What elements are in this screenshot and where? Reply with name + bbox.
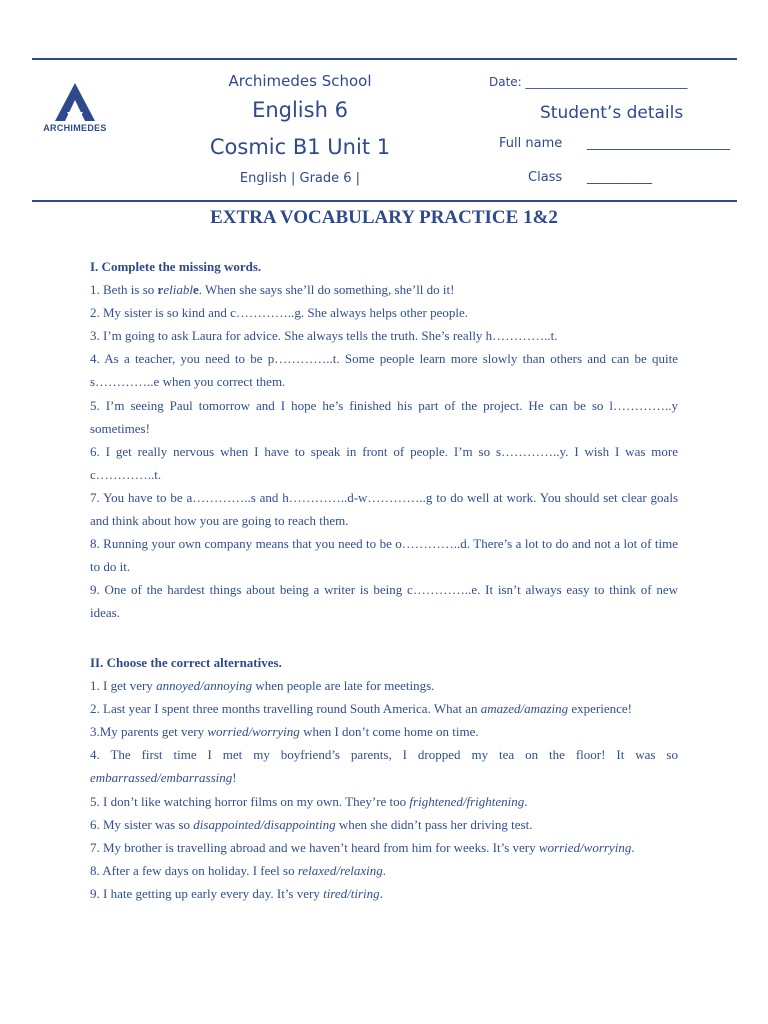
unit-name: Cosmic B1 Unit 1	[209, 135, 391, 159]
logo-text: ARCHIMEDES	[43, 123, 107, 133]
section-heading: I. Complete the missing words.	[90, 259, 262, 274]
exercise-item: 7. My brother is travelling abroad and we haven’t heard from him for weeks. It’s very worried/worrying.	[90, 839, 635, 855]
exercise-item: 4. The first time I met my boyfriend’s parents, I dropped my tea on the floor! It was so embarrassed/embarrassing!	[90, 747, 678, 786]
section-complete-words	[90, 255, 678, 625]
exercise-item: 8. After a few days on holiday. I feel so relaxed/relaxing.	[90, 862, 387, 878]
exercise-item: 3. I’m going to ask Laura for advice. She always tells the truth. She’s really h…………..t.	[90, 328, 558, 344]
exercise-item: 6. I get really nervous when I have to speak in front of people. I’m so s…………..y. I wish I was more c…………..t.	[90, 443, 678, 482]
archimedes-a-icon	[53, 82, 97, 122]
section-heading: II. Choose the correct alternatives.	[90, 655, 282, 670]
page-title: EXTRA VOCABULARY PRACTICE 1&2	[210, 207, 558, 228]
exercise-item: 7. You have to be a…………..s and h…………..d-w…………..g to do well at work. You should set clear goals and think about how you are going to reach them.	[90, 489, 678, 529]
exercise-item: 2. Last year I spent three months travelling round South America. What an amazed/amazing experience!	[90, 701, 633, 717]
exercise-item: 1. Beth is so reliable. When she says she’ll do something, she’ll do it!	[90, 282, 455, 298]
archimedes-logo	[38, 82, 112, 133]
section-choose-alternatives	[90, 651, 678, 905]
exercise-item: 9. I hate getting up early every day. It’s very tired/tiring.	[90, 885, 383, 901]
full-name-field: Full name ______________________	[499, 136, 731, 151]
exercise-item: 4. As a teacher, you need to be p…………..t. Some people learn more slowly than others and can be quite s…………..e when you correct them.	[90, 351, 678, 390]
exercise-item: 1. I get very annoyed/annoying when people are late for meetings.	[90, 678, 435, 694]
date-field: Date: ___________________________	[489, 75, 688, 89]
exercise-item: 3.My parents get very worried/worrying when I don’t come home on time.	[90, 724, 479, 740]
student-details-title: Student’s details	[540, 103, 684, 123]
exercise-item: 6. My sister was so disappointed/disappointing when she didn’t pass her driving test.	[90, 816, 533, 832]
exercise-item: 5. I don’t like watching horror films on my own. They’re too frightened/frightening.	[90, 793, 528, 809]
exercise-item: 2. My sister is so kind and c…………..g. She always helps other people.	[90, 305, 469, 321]
class-field: Class __________	[528, 170, 652, 185]
header-bottom-rule	[32, 200, 737, 202]
exercise-item: 8. Running your own company means that you need to be o…………..d. There’s a lot to do and not a lot of time to do it.	[90, 536, 678, 575]
exercise-item: 5. I’m seeing Paul tomorrow and I hope he’s finished his part of the project. He can be so l…………..y sometimes!	[90, 397, 678, 436]
course-name: English 6	[252, 98, 348, 122]
grade-line: English | Grade 6 |	[239, 171, 361, 186]
exercise-item: 9. One of the hardest things about being a writer is being c…………..e. It isn’t always easy to think of new ideas.	[90, 582, 678, 621]
top-rule	[32, 58, 737, 60]
school-name: Archimedes School	[228, 72, 372, 90]
